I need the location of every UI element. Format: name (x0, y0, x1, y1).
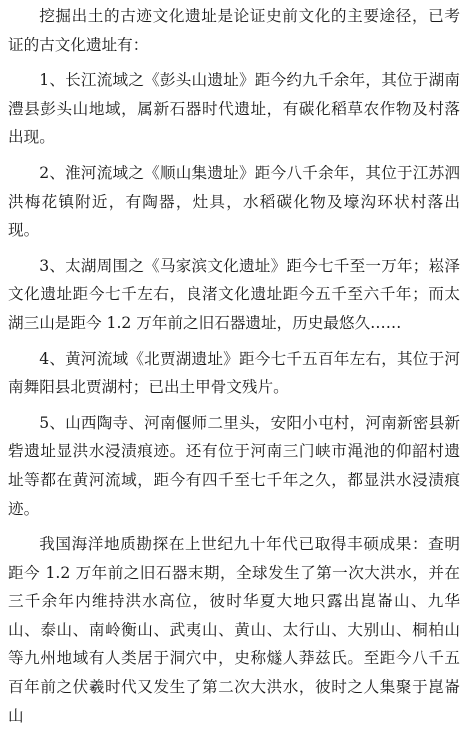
paragraph-intro: 挖掘出土的古迹文化遗址是论证史前文化的主要途径，已考证的古文化遗址有： (8, 7, 460, 54)
paragraph-item-4: 4、黄河流域《北贾湖遗址》距今七千五百年左右，其位于河南舞阳县北贾湖村；已出土甲骨文残片。 (8, 349, 460, 397)
paragraph-ocean-survey: 我国海洋地质勘探在上世纪九十年代已取得丰硕成果：查明距今 1.2 万年前之旧石器末期，全球发生了第一次大洪水，并在三千余年内维持洪水高位，彼时华夏大地只露出崑崙山、九华山、泰山、南岭衡山、武夷山、黄山、太行山、大别山、桐柏山等九州地域有人类居于洞穴中，史称燧人莽兹氏。至距今八千五百年前之伏羲时代又发生了第二次大洪水，彼时之人集聚于崑崙山 (8, 535, 460, 725)
document-page (8, 2, 460, 737)
paragraph-item-1: 1、长江流域之《彭头山遗址》距今约九千余年，其位于湖南澧县彭头山地域，属新石器时代遗址，有碳化稻草农作物及村落出现。 (8, 71, 460, 147)
paragraph-item-5: 5、山西陶寺、河南偃师二里头，安阳小屯村，河南新密县新砦遗址显洪水浸渍痕迹。还有位于河南三门峡市渑池的仰韶村遗址等都在黄河流域，距今有四千至七千年之久，都显洪水浸渍痕迹。 (8, 413, 460, 518)
paragraph-item-3: 3、太湖周围之《马家滨文化遗址》距今七千至一万年；崧泽文化遗址距今七千左右，良渚文化遗址距今五千至六千年；而太湖三山是距今 1.2 万年前之旧石器遗址，历史最悠久…… (8, 256, 460, 332)
paragraph-item-2: 2、淮河流域之《顺山集遗址》距今八千余年，其位于江苏泗洪梅花镇附近，有陶器，灶具，水稻碳化物及壕沟环状村落出现。 (8, 163, 460, 240)
